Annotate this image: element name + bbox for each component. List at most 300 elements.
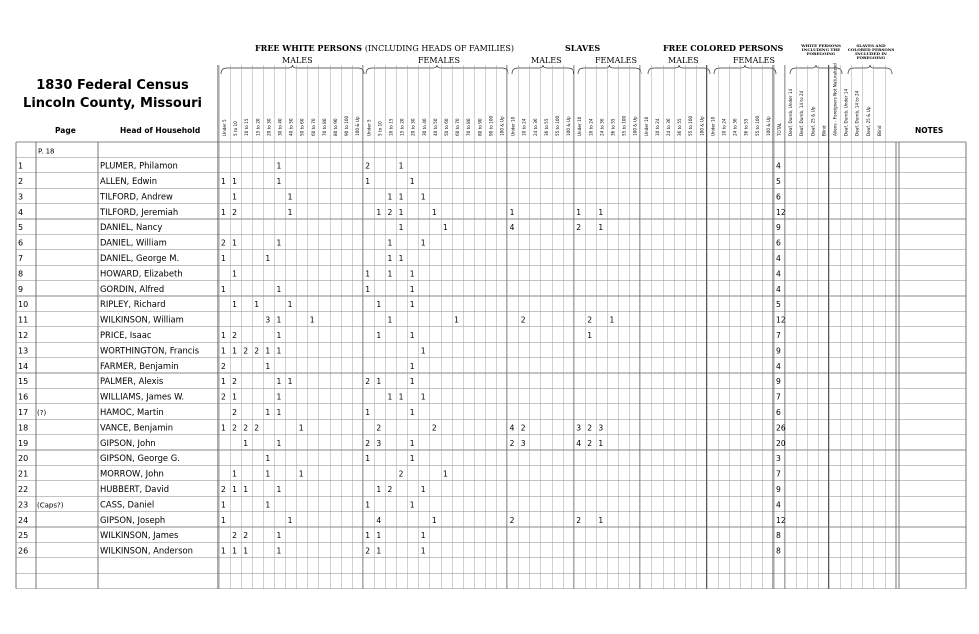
count-cell: 1 bbox=[409, 438, 415, 448]
census-title: 1830 Federal Census bbox=[36, 78, 189, 93]
total-cell: 6 bbox=[776, 408, 781, 417]
count-cell: 3 bbox=[520, 438, 526, 448]
total-cell: 12 bbox=[776, 315, 786, 325]
age-label: 10 to 24 bbox=[654, 118, 660, 136]
total-cell: 12 bbox=[776, 207, 786, 217]
household-name: DANIEL, Nancy bbox=[100, 222, 163, 233]
row-note: (Caps?) bbox=[37, 501, 64, 510]
sl-males-header: MALES bbox=[531, 56, 562, 65]
count-cell: 3 bbox=[376, 438, 382, 448]
count-cell: 1 bbox=[221, 546, 226, 556]
age-label: TOTAL bbox=[777, 122, 782, 136]
age-label: Deaf, 25 & Up bbox=[865, 106, 871, 136]
age-label: 10 to 15 bbox=[244, 118, 250, 136]
household-name: CASS, Daniel bbox=[100, 499, 155, 510]
row-number: 2 bbox=[18, 177, 24, 186]
count-cell: 1 bbox=[387, 254, 393, 263]
total-cell: 5 bbox=[776, 177, 781, 186]
row-number: 14 bbox=[18, 361, 29, 371]
age-label: 10 to 24 bbox=[588, 118, 594, 136]
count-cell: 1 bbox=[221, 377, 226, 387]
household-name: WILKINSON, James bbox=[100, 530, 179, 541]
count-cell: 1 bbox=[232, 392, 237, 402]
count-cell: 1 bbox=[576, 207, 582, 217]
count-cell: 1 bbox=[221, 500, 226, 510]
slaves-header: SLAVES bbox=[565, 43, 601, 53]
row-number: 26 bbox=[18, 546, 29, 556]
count-cell: 1 bbox=[265, 454, 271, 464]
count-cell: 1 bbox=[398, 392, 404, 402]
count-cell: 2 bbox=[232, 408, 237, 417]
household-name: PRICE, Isaac bbox=[100, 330, 152, 340]
count-cell: 1 bbox=[221, 515, 226, 525]
count-cell: 1 bbox=[276, 331, 282, 340]
count-cell: 1 bbox=[221, 346, 226, 356]
age-label: 100 & Up bbox=[632, 116, 638, 136]
count-cell: 1 bbox=[409, 361, 415, 371]
count-cell: 1 bbox=[221, 284, 226, 294]
age-label: 36 to 55 bbox=[610, 118, 616, 136]
count-cell: 1 bbox=[598, 223, 604, 233]
count-cell: 2 bbox=[243, 346, 249, 356]
count-cell: 1 bbox=[221, 331, 226, 340]
row-number: 9 bbox=[18, 284, 24, 294]
row-number: 22 bbox=[18, 485, 29, 494]
total-cell: 4 bbox=[776, 361, 781, 371]
age-label: 5 to 10 bbox=[233, 121, 239, 136]
count-cell: 1 bbox=[387, 192, 393, 202]
count-cell: 3 bbox=[576, 423, 582, 433]
count-cell: 1 bbox=[232, 300, 237, 310]
count-cell: 2 bbox=[587, 423, 593, 433]
count-cell: 1 bbox=[254, 300, 260, 310]
count-cell: 1 bbox=[232, 269, 237, 279]
age-label: 24 to 36 bbox=[532, 118, 538, 136]
count-cell: 1 bbox=[276, 438, 282, 448]
household-name: WILLIAMS, James W. bbox=[100, 391, 185, 402]
count-cell: 1 bbox=[365, 269, 371, 279]
total-cell: 6 bbox=[776, 192, 781, 202]
count-cell: 4 bbox=[509, 423, 515, 433]
count-cell: 1 bbox=[265, 408, 271, 417]
row-number: 15 bbox=[18, 377, 29, 387]
total-cell: 9 bbox=[776, 346, 781, 356]
count-cell: 1 bbox=[376, 300, 382, 310]
count-cell: 1 bbox=[221, 207, 226, 217]
row-number: 10 bbox=[18, 300, 29, 310]
fc-females-header: FEMALES bbox=[733, 56, 775, 65]
count-cell: 1 bbox=[454, 315, 459, 325]
count-cell: 1 bbox=[409, 500, 415, 510]
count-cell: 2 bbox=[520, 423, 526, 433]
age-label: 40 to 50 bbox=[432, 118, 438, 136]
row-number: 23 bbox=[18, 500, 29, 510]
free-white-header-tail: (INCLUDING HEADS OF FAMILIES) bbox=[364, 44, 514, 53]
count-cell: 1 bbox=[287, 300, 293, 310]
count-cell: 1 bbox=[287, 192, 293, 202]
count-cell: 1 bbox=[232, 469, 237, 479]
count-cell: 1 bbox=[387, 269, 393, 279]
household-name: DANIEL, George M. bbox=[100, 253, 180, 263]
age-label: Blind bbox=[821, 125, 827, 136]
count-cell: 2 bbox=[232, 423, 237, 433]
age-label: 90 to 100 bbox=[488, 115, 494, 136]
count-cell: 2 bbox=[376, 423, 382, 433]
count-cell: 1 bbox=[232, 238, 237, 248]
age-label: 36 to 55 bbox=[677, 118, 683, 136]
count-cell: 2 bbox=[221, 361, 226, 371]
count-cell: 2 bbox=[232, 377, 237, 387]
age-label: 24 to 36 bbox=[599, 118, 605, 136]
age-label: Under 5 bbox=[222, 119, 227, 136]
age-label: Under 10 bbox=[577, 116, 583, 136]
age-label: 70 to 80 bbox=[321, 118, 327, 136]
count-cell: 1 bbox=[365, 177, 371, 186]
total-cell: 26 bbox=[776, 423, 786, 433]
count-cell: 1 bbox=[298, 423, 304, 433]
count-cell: 1 bbox=[276, 238, 282, 248]
household-name: WILKINSON, Anderson bbox=[100, 545, 193, 556]
count-cell: 1 bbox=[265, 346, 271, 356]
count-cell: 2 bbox=[365, 438, 371, 448]
age-label: 55 to 100 bbox=[555, 115, 560, 136]
age-label: 10 to 24 bbox=[721, 118, 727, 136]
count-cell: 1 bbox=[243, 438, 249, 448]
total-cell: 4 bbox=[776, 254, 781, 263]
count-cell: 1 bbox=[287, 377, 293, 387]
age-label: 55 to 100 bbox=[754, 115, 760, 136]
total-cell: 7 bbox=[776, 392, 781, 402]
count-cell: 1 bbox=[232, 346, 237, 356]
household-name: RIPLEY, Richard bbox=[100, 299, 166, 310]
count-cell: 1 bbox=[265, 361, 271, 371]
count-cell: 1 bbox=[598, 438, 604, 448]
count-cell: 2 bbox=[365, 546, 371, 556]
count-cell: 2 bbox=[232, 207, 237, 217]
count-cell: 3 bbox=[265, 315, 271, 325]
age-label: 40 to 50 bbox=[288, 118, 294, 136]
count-cell: 2 bbox=[243, 531, 249, 541]
total-cell: 20 bbox=[776, 438, 786, 448]
age-label: Under 10 bbox=[510, 116, 516, 136]
head-column-header: Head of Household bbox=[120, 126, 201, 135]
page-marker: P. 18 bbox=[38, 147, 55, 156]
age-label: 36 to 55 bbox=[743, 118, 749, 136]
count-cell: 1 bbox=[276, 485, 282, 494]
total-cell: 9 bbox=[776, 223, 781, 233]
count-cell: 1 bbox=[365, 531, 371, 541]
age-label: 5 to 10 bbox=[377, 121, 383, 136]
count-cell: 1 bbox=[398, 192, 404, 202]
row-note: (?) bbox=[37, 409, 47, 417]
count-cell: 4 bbox=[576, 438, 582, 448]
count-cell: 1 bbox=[287, 515, 293, 525]
total-cell: 7 bbox=[776, 331, 781, 340]
slaves-colored-incl-header: SLAVES AND COLORED PERSONS INCLUDED IN FOREGOING bbox=[847, 43, 895, 60]
total-cell: 8 bbox=[776, 531, 781, 541]
count-cell: 1 bbox=[276, 392, 282, 402]
count-cell: 1 bbox=[420, 392, 426, 402]
count-cell: 1 bbox=[409, 177, 415, 186]
total-cell: 5 bbox=[776, 300, 781, 310]
age-label: Deaf, Dumb, Under 14 bbox=[843, 88, 849, 136]
age-label: Deaf, Dumb, 14 to 24 bbox=[854, 90, 860, 136]
count-cell: 2 bbox=[431, 423, 437, 433]
count-cell: 2 bbox=[232, 531, 237, 541]
count-cell: 1 bbox=[409, 284, 415, 294]
count-cell: 2 bbox=[221, 392, 226, 402]
count-cell: 1 bbox=[276, 346, 282, 356]
count-cell: 2 bbox=[365, 161, 371, 171]
count-cell: 1 bbox=[409, 300, 415, 310]
age-label: 100 & Up bbox=[499, 116, 505, 136]
household-name: HAMOC, Martin bbox=[100, 407, 164, 417]
row-number: 24 bbox=[18, 515, 29, 525]
household-name: WILKINSON, William bbox=[100, 314, 184, 325]
count-cell: 2 bbox=[254, 423, 260, 433]
count-cell: 1 bbox=[365, 454, 371, 464]
count-cell: 1 bbox=[276, 546, 282, 556]
row-number: 11 bbox=[18, 315, 29, 325]
age-label: 15 to 20 bbox=[255, 118, 261, 136]
count-cell: 1 bbox=[420, 531, 426, 541]
row-number: 21 bbox=[18, 469, 29, 479]
household-name: GIPSON, George G. bbox=[100, 453, 180, 464]
age-label: 100 & Up bbox=[355, 116, 361, 136]
count-cell: 1 bbox=[598, 207, 604, 217]
count-cell: 2 bbox=[576, 223, 582, 233]
count-cell: 1 bbox=[232, 485, 237, 494]
household-name: FARMER, Benjamin bbox=[100, 360, 179, 371]
age-label: 50 to 60 bbox=[299, 118, 305, 136]
count-cell: 2 bbox=[398, 469, 404, 479]
row-number: 5 bbox=[18, 223, 24, 233]
count-cell: 1 bbox=[598, 515, 604, 525]
count-cell: 1 bbox=[221, 423, 226, 433]
row-number: 20 bbox=[18, 454, 29, 464]
age-label: 100 & Up bbox=[765, 116, 771, 136]
count-cell: 1 bbox=[398, 207, 404, 217]
count-cell: 1 bbox=[420, 346, 426, 356]
count-cell: 1 bbox=[431, 207, 437, 217]
age-label: 15 to 20 bbox=[399, 118, 405, 136]
household-name: PLUMER, Philamon bbox=[100, 160, 178, 171]
white-incl-header: WHITE PERSONS INCLUDING THE FOREGOING bbox=[801, 43, 841, 56]
count-cell: 1 bbox=[265, 500, 271, 510]
total-cell: 9 bbox=[776, 485, 781, 494]
total-cell: 4 bbox=[776, 284, 781, 294]
count-cell: 2 bbox=[587, 315, 593, 325]
fc-males-header: MALES bbox=[668, 56, 699, 65]
count-cell: 1 bbox=[276, 177, 282, 186]
count-cell: 1 bbox=[376, 207, 382, 217]
row-number: 7 bbox=[18, 254, 24, 263]
age-label: 100 & Up bbox=[699, 116, 705, 136]
row-number: 4 bbox=[18, 207, 24, 217]
sl-females-header: FEMALES bbox=[595, 56, 637, 65]
total-cell: 9 bbox=[776, 377, 781, 387]
count-cell: 1 bbox=[243, 485, 249, 494]
count-cell: 1 bbox=[232, 177, 237, 186]
age-label: 55 to 100 bbox=[688, 115, 694, 136]
total-cell: 6 bbox=[776, 238, 781, 248]
count-cell: 1 bbox=[409, 377, 415, 387]
count-cell: 2 bbox=[509, 515, 515, 525]
age-label: Under 5 bbox=[366, 119, 372, 136]
count-cell: 1 bbox=[232, 546, 237, 556]
row-number: 12 bbox=[18, 331, 29, 340]
household-name: ALLEN, Edwin bbox=[100, 176, 158, 186]
row-number: 25 bbox=[18, 531, 29, 541]
age-label: 100 & Up bbox=[566, 116, 572, 136]
age-label: Deaf, Dumb, Under 14 bbox=[788, 88, 794, 136]
count-cell: 1 bbox=[387, 392, 393, 402]
age-label: 20 to 30 bbox=[266, 118, 272, 136]
row-number: 8 bbox=[18, 269, 24, 279]
count-cell: 1 bbox=[265, 254, 271, 263]
count-cell: 1 bbox=[221, 254, 226, 263]
count-cell: 2 bbox=[243, 423, 249, 433]
count-cell: 1 bbox=[365, 284, 371, 294]
total-cell: 4 bbox=[776, 161, 781, 171]
count-cell: 1 bbox=[398, 223, 404, 233]
count-cell: 1 bbox=[398, 254, 404, 263]
count-cell: 1 bbox=[365, 408, 371, 417]
age-label: 24 to 36 bbox=[732, 118, 738, 136]
count-cell: 1 bbox=[276, 377, 282, 387]
count-cell: 1 bbox=[443, 223, 448, 233]
count-cell: 1 bbox=[420, 546, 426, 556]
count-cell: 1 bbox=[287, 207, 293, 217]
age-label: Under 10 bbox=[643, 116, 649, 136]
count-cell: 1 bbox=[221, 177, 226, 186]
count-cell: 1 bbox=[587, 331, 593, 340]
free-white-header-lead: FREE WHITE PERSONS bbox=[255, 43, 363, 53]
total-cell: 8 bbox=[776, 546, 781, 556]
count-cell: 1 bbox=[276, 531, 282, 541]
total-cell: 3 bbox=[776, 454, 781, 464]
household-name: PALMER, Alexis bbox=[100, 376, 164, 387]
page-column-header: Page bbox=[55, 126, 76, 135]
age-label: 30 to 40 bbox=[277, 118, 283, 136]
age-label: Blind bbox=[876, 125, 882, 136]
total-cell: 4 bbox=[776, 269, 781, 279]
count-cell: 2 bbox=[387, 485, 393, 494]
age-label: 90 to 100 bbox=[344, 115, 350, 136]
count-cell: 2 bbox=[509, 438, 515, 448]
count-cell: 1 bbox=[376, 546, 382, 556]
household-name: TILFORD, Andrew bbox=[100, 191, 173, 202]
row-number: 3 bbox=[18, 192, 24, 202]
household-name: MORROW, John bbox=[100, 468, 164, 479]
age-label: 60 to 70 bbox=[455, 118, 461, 136]
count-cell: 1 bbox=[409, 408, 415, 417]
count-cell: 1 bbox=[376, 531, 382, 541]
count-cell: 2 bbox=[232, 331, 237, 340]
age-label: 20 to 30 bbox=[410, 118, 416, 136]
count-cell: 1 bbox=[276, 408, 282, 417]
row-number: 1 bbox=[18, 161, 24, 171]
count-cell: 1 bbox=[276, 315, 282, 325]
count-cell: 1 bbox=[409, 331, 415, 340]
count-cell: 4 bbox=[376, 515, 382, 525]
count-cell: 1 bbox=[420, 485, 426, 494]
row-number: 6 bbox=[18, 238, 24, 248]
age-label: 80 to 90 bbox=[477, 118, 483, 136]
count-cell: 2 bbox=[576, 515, 582, 525]
count-cell: 1 bbox=[420, 192, 426, 202]
total-cell: 4 bbox=[776, 500, 781, 510]
total-cell: 7 bbox=[776, 469, 781, 479]
count-cell: 1 bbox=[398, 161, 404, 171]
age-label: 55 to 100 bbox=[621, 115, 627, 136]
row-number: 18 bbox=[18, 423, 29, 433]
age-label: 24 to 36 bbox=[666, 118, 671, 136]
fw-males-header: MALES bbox=[282, 56, 313, 65]
count-cell: 2 bbox=[221, 485, 226, 494]
count-cell: 4 bbox=[509, 223, 515, 233]
count-cell: 1 bbox=[276, 161, 282, 171]
age-label: Aliens - Foreigners Not Naturalized bbox=[832, 63, 838, 136]
household-name: GORDIN, Alfred bbox=[100, 283, 165, 294]
age-label: 10 to 15 bbox=[388, 118, 394, 136]
count-cell: 1 bbox=[409, 454, 415, 464]
count-cell: 1 bbox=[276, 284, 282, 294]
count-cell: 1 bbox=[309, 315, 315, 325]
count-cell: 1 bbox=[376, 377, 382, 387]
count-cell: 2 bbox=[365, 377, 371, 387]
count-cell: 1 bbox=[232, 192, 237, 202]
count-cell: 1 bbox=[609, 315, 615, 325]
age-label: 80 to 90 bbox=[333, 118, 338, 136]
count-cell: 1 bbox=[376, 331, 382, 340]
household-name: GIPSON, John bbox=[100, 437, 156, 448]
count-cell: 1 bbox=[420, 238, 426, 248]
count-cell: 2 bbox=[254, 346, 260, 356]
age-label: 30 to 40 bbox=[421, 118, 427, 136]
count-cell: 1 bbox=[387, 315, 393, 325]
age-label: 10 to 24 bbox=[521, 118, 527, 136]
household-name: GIPSON, Joseph bbox=[100, 514, 166, 525]
count-cell: 1 bbox=[443, 469, 448, 479]
age-label: 50 to 60 bbox=[444, 118, 449, 136]
count-cell: 1 bbox=[376, 485, 382, 494]
household-name: HUBBERT, David bbox=[100, 484, 170, 494]
household-name: DANIEL, William bbox=[100, 237, 167, 248]
total-cell: 12 bbox=[776, 515, 786, 525]
household-name: WORTHINGTON, Francis bbox=[100, 345, 200, 356]
household-name: VANCE, Benjamin bbox=[100, 422, 174, 433]
count-cell: 2 bbox=[587, 438, 593, 448]
household-name: HOWARD, Elizabeth bbox=[100, 268, 183, 279]
count-cell: 1 bbox=[431, 515, 437, 525]
count-cell: 3 bbox=[598, 423, 604, 433]
age-label: 36 to 55 bbox=[543, 118, 549, 136]
count-cell: 1 bbox=[509, 207, 515, 217]
age-label: Deaf, Dumb, 14 to 24 bbox=[799, 90, 805, 136]
age-label: 70 to 80 bbox=[466, 118, 472, 136]
count-cell: 2 bbox=[221, 238, 226, 248]
row-number: 16 bbox=[18, 392, 29, 402]
census-subtitle: Lincoln County, Missouri bbox=[23, 96, 202, 111]
age-label: Under 10 bbox=[710, 116, 716, 136]
count-cell: 1 bbox=[298, 469, 304, 479]
age-label: 60 to 70 bbox=[310, 118, 316, 136]
row-number: 19 bbox=[18, 438, 29, 448]
notes-column-header: NOTES bbox=[915, 126, 944, 135]
count-cell: 1 bbox=[387, 238, 393, 248]
row-number: 17 bbox=[18, 408, 29, 417]
